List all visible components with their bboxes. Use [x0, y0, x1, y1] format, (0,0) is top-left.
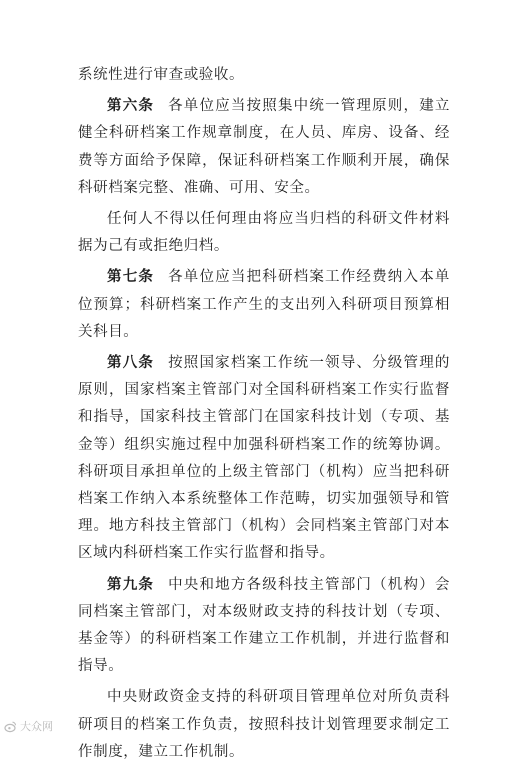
- article-heading: 第六条: [107, 98, 155, 115]
- paragraph-text: 任何人不得以任何理由将应当归档的科研文件材料据为己有或拒绝归档。: [78, 211, 450, 255]
- paragraph-text: 按照国家档案工作统一领导、分级管理的原则，国家档案主管部门对全国科研档案工作实行监督和指导，国家科技主管部门在国家科技计划（专项、基金等）组织实施过程中加强科研档案工作的统筹协调。科研项目承担单位的上级主管部门（机构）应当把科研档案工作纳入本系统整体工作范畴，切实加强领导和管理。地方科技主管部门（机构）会同档案主管部门对本区域内科研档案工作实行监督和指导。: [78, 355, 450, 562]
- article-heading: 第八条: [107, 355, 155, 372]
- paragraph-text: 各单位应当按照集中统一管理原则，建立健全科研档案工作规章制度，在人员、库房、设备、经费等方面给予保障，保证科研档案工作顺利开展，确保科研档案完整、准确、可用、安全。: [78, 98, 450, 196]
- weibo-icon: [4, 720, 17, 733]
- paragraph-article-6: [78, 93, 450, 202]
- paragraph-text: 中央和地方各级科技主管部门（机构）会同档案主管部门，对本级财政支持的科技计划（专项、基金等）的科研档案工作建立工作机制，并进行监督和指导。: [78, 576, 450, 675]
- watermark-text: 大众网: [20, 720, 53, 733]
- paragraph-text: 中央财政资金支持的科研项目管理单位对所负责科研项目的档案工作负责，按照科技计划管理要求制定工作制度，建立工作机制。: [78, 689, 450, 760]
- paragraph-text: 各单位应当把科研档案工作经费纳入本单位预算；科研档案工作产生的支出列入科研项目预算相关科目。: [78, 269, 450, 340]
- paragraph-text: 系统性进行审查或验收。: [78, 67, 245, 83]
- paragraph-0: [78, 62, 450, 89]
- watermark: [4, 718, 53, 734]
- paragraph-article-7: [78, 264, 450, 346]
- paragraph-6: [78, 684, 450, 766]
- document-page: [78, 62, 450, 766]
- paragraph-article-9: [78, 572, 450, 681]
- paragraph-article-8: [78, 350, 450, 568]
- article-heading: 第九条: [107, 576, 155, 593]
- paragraph-2: [78, 206, 450, 260]
- article-heading: 第七条: [107, 269, 155, 286]
